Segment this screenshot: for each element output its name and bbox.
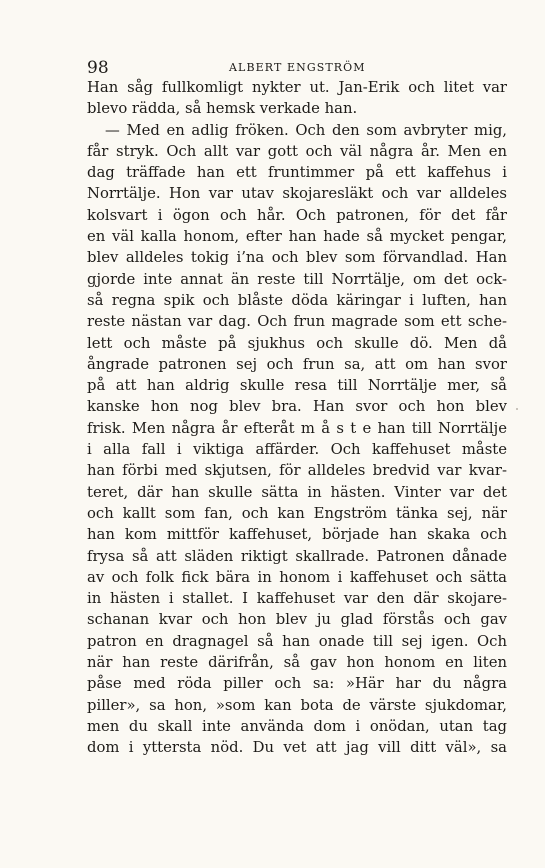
- text-line: dag träffade han ett fruntimmer på ett kaffehus i: [87, 164, 507, 182]
- text-line: kolsvart i ögon och hår. Och patronen, för det får: [87, 206, 507, 224]
- text-line: gjorde inte annat än reste till Norrtälje, om det ock-: [87, 270, 507, 288]
- text-line: en väl kalla honom, efter han hade så mycket pengar,: [87, 228, 507, 246]
- text-line: patron en dragnagel så han onade till sej igen. Och: [87, 632, 507, 650]
- text-line: Han såg fullkomligt nykter ut. Jan-Erik och litet var: [87, 79, 507, 96]
- text-line: piller», sa hon, »som kan bota de värste sjukdomar,: [87, 696, 507, 714]
- text-line: men du skall inte använda dom i onödan, utan tag: [87, 717, 507, 735]
- text-line: blevo rädda, så hemsk verkade han.: [87, 100, 358, 118]
- text-line: teret, där han skulle sätta in hästen. Vinter var det: [87, 483, 507, 501]
- text-line: han förbi med skjutsen, för alldeles bredvid var kvar-: [87, 462, 507, 480]
- text-line: frisk. Men några år efteråt m å s t e han till Norrtälje: [87, 419, 507, 437]
- text-line: kanske hon nog blev bra. Han svor och hon blev: [87, 398, 507, 416]
- text-line: Norrtälje. Hon var utav skojaresläkt och var alldeles: [87, 185, 507, 203]
- text-line: in hästen i stallet. I kaffehuset var den där skojare-: [87, 590, 507, 608]
- body-text: [87, 77, 507, 759]
- paper-speck: [516, 408, 518, 410]
- text-line: — Med en adlig fröken. Och den som avbryter mig,: [105, 121, 507, 139]
- text-line: av och folk fick bära in honom i kaffehuset och sätta: [87, 568, 507, 586]
- text-line: får stryk. Och allt var gott och väl några år. Men en: [87, 142, 507, 160]
- text-line: påse med röda piller och sa: »Här har du några: [87, 675, 507, 693]
- text-line: ångrade patronen sej och frun sa, att om han svor: [87, 355, 507, 373]
- text-line: lett och måste på sjukhus och skulle dö. Men då: [87, 334, 507, 352]
- running-head: ALBERT ENGSTRÖM: [229, 61, 366, 74]
- text-line: frysa så att släden riktigt skallrade. Patronen dånade: [87, 547, 507, 565]
- text-line: dom i yttersta nöd. Du vet att jag vill ditt väl», sa: [87, 739, 507, 757]
- text-line: i alla fall i viktiga affärder. Och kaffehuset måste: [87, 441, 507, 459]
- text-line: och kallt som fan, och kan Engström tänka sej, när: [87, 504, 507, 522]
- page-number: 98: [87, 58, 109, 78]
- text-line: schanan kvar och hon blev ju glad förstås och gav: [87, 611, 507, 629]
- text-line: på att han aldrig skulle resa till Norrtälje mer, så: [87, 377, 507, 395]
- text-line: reste nästan var dag. Och frun magrade som ett sche-: [87, 313, 507, 331]
- text-line: blev alldeles tokig i’na och blev som förvandlad. Han: [87, 249, 507, 267]
- text-line: när han reste därifrån, så gav hon honom en liten: [87, 654, 507, 672]
- text-line: så regna spik och blåste döda käringar i luften, han: [87, 291, 507, 309]
- text-line: han kom mittför kaffehuset, började han skaka och: [87, 526, 507, 544]
